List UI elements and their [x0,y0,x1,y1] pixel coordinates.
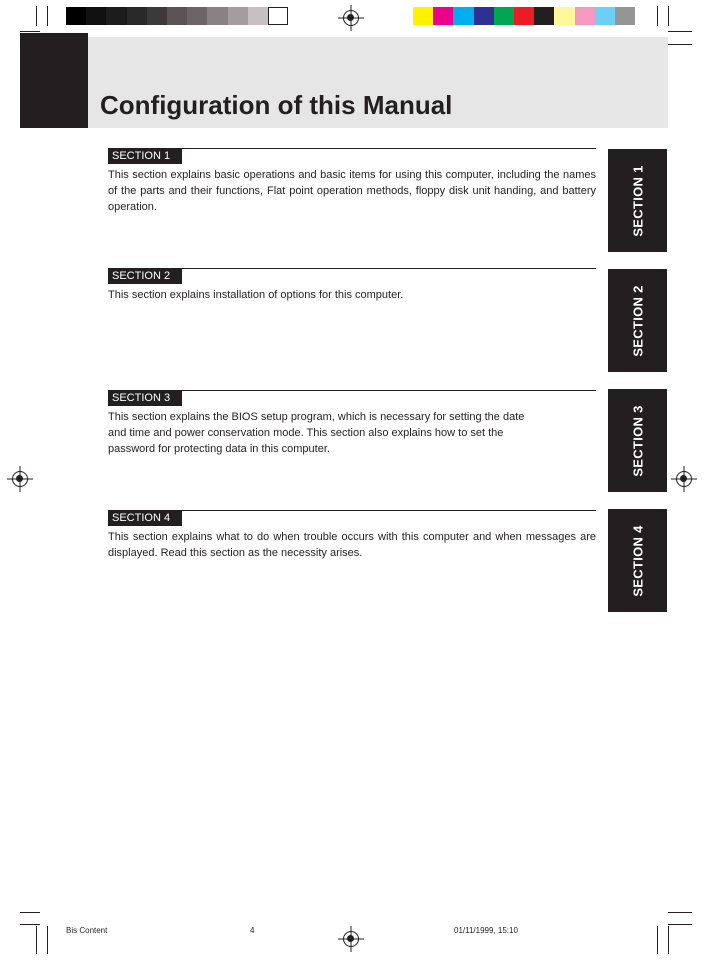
color-swatch [187,7,207,25]
color-swatch [268,7,288,25]
section-tab-1[interactable] [608,149,667,252]
section-description: This section explains the BIOS setup program, which is necessary for setting the date and time and power conservation mode. This section also explains how to set the password for protecting data in this computer. [108,411,525,455]
section-description: This section explains what to do when trouble occurs with this computer and when messages are displayed. Read this section as the necessity arises. [108,531,596,559]
section-label: SECTION 2 [108,269,182,284]
registration-mark-icon [12,471,28,487]
section-tab-label: SECTION 4 [630,524,645,597]
section-label: SECTION 1 [108,149,182,164]
section-tab-3[interactable] [608,389,667,492]
section-tab-2[interactable] [608,269,667,372]
color-swatch [413,7,433,25]
header-black-block [20,33,88,128]
section-tab-label: SECTION 2 [630,284,645,357]
section-description: This section explains basic operations and basic items for using this computer, including the names of the parts and their functions, Flat point operation methods, floppy disk unit handing, and battery operation. [108,169,596,213]
color-swatch [127,7,147,25]
color-swatch [207,7,227,25]
color-swatch [228,7,248,25]
color-swatch [575,7,595,25]
color-swatch [167,7,187,25]
color-swatch [474,7,494,25]
color-swatch [248,7,268,25]
color-swatch [554,7,574,25]
color-swatch [147,7,167,25]
registration-mark-icon [343,10,359,26]
section-label: SECTION 3 [108,391,182,406]
registration-mark-icon [676,471,692,487]
color-swatch [106,7,126,25]
color-swatch [66,7,86,25]
footer-page-number: 4 [250,926,255,935]
color-swatch [86,7,106,25]
section-tab-label: SECTION 3 [630,404,645,477]
color-swatch [514,7,534,25]
registration-mark-icon [343,931,359,947]
color-swatch [453,7,473,25]
footer-filename: Bis Content [66,926,108,935]
section-tab-4[interactable] [608,509,667,612]
color-swatch [595,7,615,25]
section-tab-label: SECTION 1 [630,164,645,237]
color-swatch [534,7,554,25]
footer-timestamp: 01/11/1999, 15:10 [454,926,518,935]
color-swatch [494,7,514,25]
color-swatch [615,7,635,25]
color-swatch [433,7,453,25]
section-label: SECTION 4 [108,511,182,526]
page-title: Configuration of this Manual [100,90,453,120]
section-description: This section explains installation of options for this computer. [108,289,404,301]
